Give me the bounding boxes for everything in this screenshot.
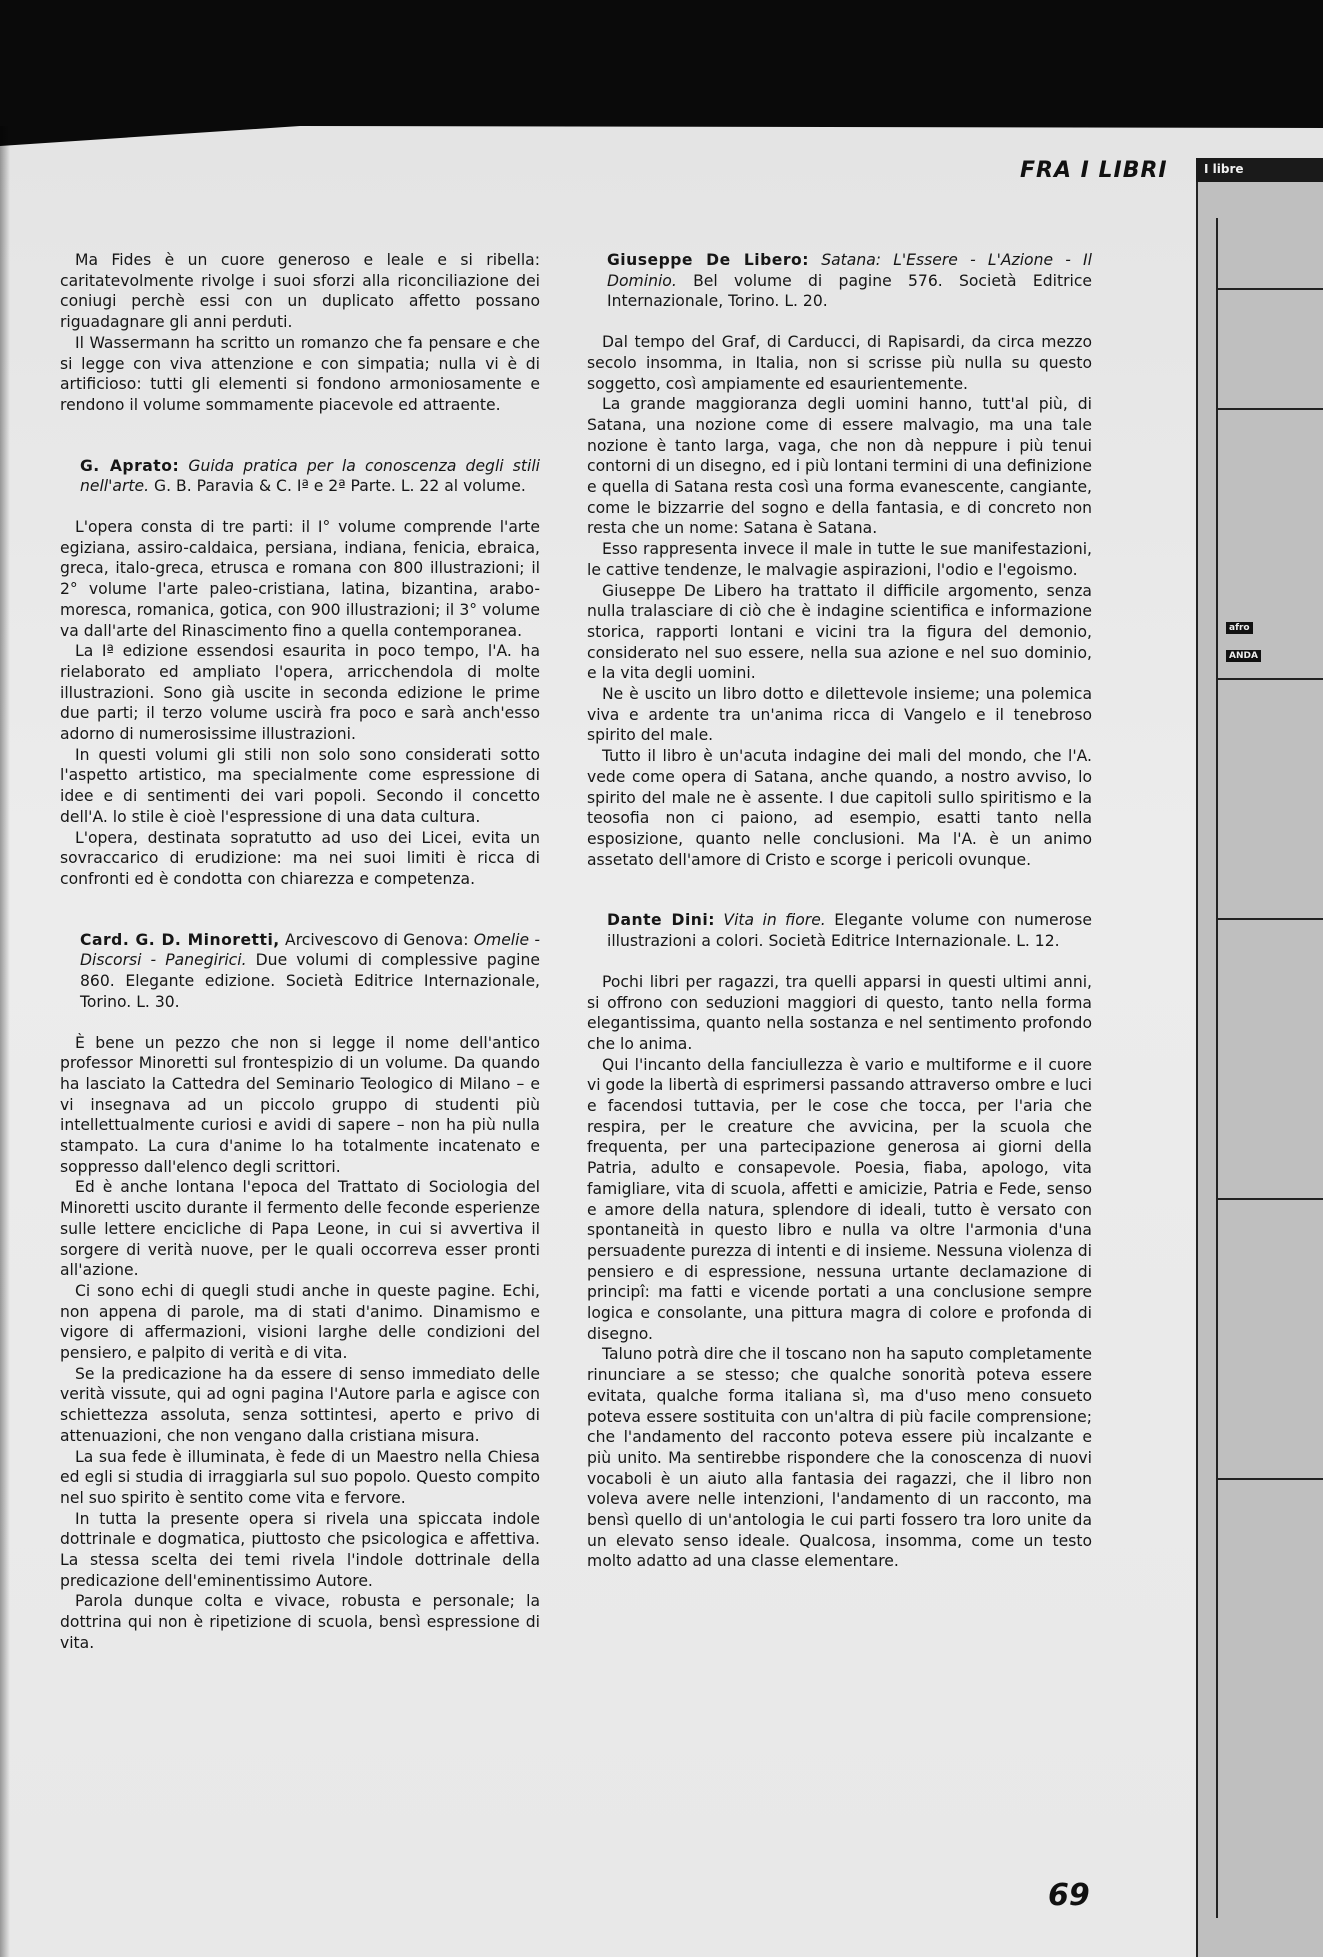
review-book-title: Omelie - Discorsi - Panegirici. bbox=[80, 930, 540, 970]
paragraph: Qui l'incanto della fanciullezza è vario e multiforme e il cuore vi gode la libertà di esprimersi passando attraverso ombre e luci e facendosi tuttavia, per le cose che tocca, per l'aria che respira, per le creature che avvicina, per la scuola che frequenta, per una partecipazione generosa ai giorni della Patria, adulto e consapevole. Poesia, fiaba, apologo, vita famigliare, vita di scuola, affetti e amicizie, Patria e Fede, senso e amore della natura, splendore di ideali, tutto è versato con spontaneità in questo libro e nulla va oltre l'armonia d'una persuadente purezza di intenti e di insieme. Nessuna violenza di pensiero e di espressione, nessuna urtante declamazione di principî: ma fatti e vicende portati a una conclusione sempre logica e consolante, una pittura magra di colore e profonda di disegno. bbox=[587, 1055, 1092, 1343]
paragraph: Esso rappresenta invece il male in tutte le sue manifestazioni, le cattive tendenze, le malvagie aspirazioni, l'odio e l'egoismo. bbox=[587, 540, 1092, 579]
review-author: Dante Dini: bbox=[607, 911, 715, 930]
paragraph: Ne è uscito un libro dotto e dilettevole insieme; una polemica viva e ardente tra un'anima ricca di Vangelo e il tenebroso spirito del male. bbox=[587, 685, 1092, 745]
paragraph: Il Wassermann ha scritto un romanzo che fa pensare e che si legge con viva attenzione e con simpatia; nulla vi è di artificioso: tutti gli elementi si fondono armoniosamente e rendono il volume sommamente piacevole ed attraente. bbox=[60, 333, 540, 414]
paragraph: L'opera consta di tre parti: il I° volume comprende l'arte egiziana, assiro-caldaica, persiana, indiana, fenicia, ebraica, greca, italo-greca, etrusca e romana con 800 illustrazioni; il 2° volume l'arte paleo-cristiana, latina, bizantina, arabo-moresca, romanica, gotica, con 900 illustrazioni; il 3° volume va dall'arte del Rinascimento fino a quella contemporanea. bbox=[60, 518, 540, 640]
paragraph: Taluno potrà dire che il toscano non ha saputo completamente rinunciare a se stesso; che qualche sonorità poteva essere evitata, qualche forma italiana sì, ma d'uso meno consueto poteva essere sostituita con un'altra di più facile comprensione; che l'andamento del racconto poteva essere più incalzante e più unito. Ma sentirebbe rispondere che la conoscenza di nuovi vocaboli è un aiuto alla fantasia dei ragazzi, che il libro non voleva avere nelle intenzioni, l'andamento di un racconto, ma bensì quello di un'antologia le cui parti fossero tra loro unite da un elevato senso ideale. Qualcosa, insomma, come un testo molto adatto ad una classe elementare. bbox=[587, 1345, 1092, 1571]
review-publisher: G. B. Paravia & C. Iª e 2ª Parte. L. 22 al volume. bbox=[154, 477, 526, 496]
paragraph: In tutta la presente opera si rivela una spiccata indole dottrinale e dogmatica, piuttosto che psicologica e affettiva. La stessa scelta dei temi rivela l'indole dottrinale della predicazione dell'eminentissimo Autore. bbox=[60, 1509, 540, 1590]
right-column bbox=[587, 250, 1092, 1572]
adjacent-page-strip: afro ANDA bbox=[1196, 158, 1323, 1957]
review-book-title: Guida pratica per la conoscenza degli stili nell'arte. bbox=[80, 456, 540, 496]
page-number: 69 bbox=[1048, 1878, 1090, 1913]
review-publisher: Due volumi di complessive pagine 860. Elegante edizione. Società Editrice Internazionale, Torino. L. 30. bbox=[80, 951, 540, 1011]
paragraph: La sua fede è illuminata, è fede di un Maestro nella Chiesa ed egli si studia di irraggiarla sul suo popolo. Questo compito nel suo spirito è sentito come vita e fervore. bbox=[60, 1447, 540, 1507]
page-edge-shadow bbox=[0, 126, 10, 1957]
paragraph: Parola dunque colta e vivace, robusta e personale; la dottrina qui non è ripetizione di scuola, bensì espressione di vita. bbox=[60, 1592, 540, 1652]
review-author: Giuseppe De Libero: bbox=[607, 251, 810, 269]
paragraph: La grande maggioranza degli uomini hanno, tutt'al più, di Satana, una nozione come di essere malvagio, ma una tale nozione è tanto larga, vaga, che non dà neppure i più tenui contorni di un disegno, ed i più lontani termini di una definizione e quella di Satana resta così una forma evanescente, cangiante, come le bizzarrie del sogno e della fantasia, e di concreto non resta che un nome: Satana è Satana. bbox=[587, 395, 1092, 538]
paragraph: Ed è anche lontana l'epoca del Trattato di Sociologia del Minoretti uscito durante il fermento delle feconde esperienze sulle lettere encicliche di Papa Leone, in cui si avvertiva il sorgere di verità nuove, per le quali occorreva esser pronti all'azione. bbox=[60, 1178, 540, 1280]
paragraph: La Iª edizione essendosi esaurita in poco tempo, l'A. ha rielaborato ed ampliato l'opera, arricchendola di molte illustrazioni. Sono già uscite in seconda edizione le prime due parti; il terzo volume uscirà fra poco e sarà anch'esso adorno di numerosissime illustrazioni. bbox=[60, 642, 540, 744]
paragraph: Ci sono echi di quegli studi anche in queste pagine. Echi, non appena di parole, ma di stati d'animo. Dinamismo e vigore di affermazioni, visioni larghe delle condizioni del pensiero, e palpito di verità e di vita. bbox=[60, 1281, 540, 1363]
review-publisher: Elegante volume con numerose illustrazioni a colori. Società Editrice Internazionale. L. 12. bbox=[607, 911, 1092, 951]
review-heading-minoretti bbox=[60, 930, 540, 1013]
left-column bbox=[60, 250, 540, 1654]
paragraph: L'opera, destinata sopratutto ad uso dei Licei, evita un sovraccarico di erudizione: ma nei suoi limiti è ricca di confronti ed è condotta con chiarezza e competenza. bbox=[60, 828, 540, 888]
adjacent-page-label: I libre bbox=[1204, 162, 1244, 176]
review-heading-dini bbox=[587, 910, 1092, 951]
review-author: G. Aprato: bbox=[80, 456, 180, 475]
section-title: FRA I LIBRI bbox=[1020, 158, 1168, 183]
paragraph: È bene un pezzo che non si legge il nome dell'antico professor Minoretti sul frontespizio di un volume. Da quando ha lasciato la Cattedra del Seminario Teologico di Milano – e vi insegnava ad un piccolo gruppo di studenti più intellettualmente curiosi e avidi di sapere – non ha più nulla stampato. La cura d'anime lo ha totalmente incatenato e soppresso dall'elenco degli scrittori. bbox=[60, 1033, 540, 1176]
review-author: Card. G. D. Minoretti, bbox=[80, 930, 280, 949]
review-heading-de-libero bbox=[587, 250, 1092, 312]
adjacent-page-header bbox=[1196, 158, 1323, 182]
paragraph: Dal tempo del Graf, di Carducci, di Rapisardi, da circa mezzo secolo insomma, in Italia, non si scrisse più nulla su questo soggetto, così ampiamente ed esaurientemente. bbox=[587, 333, 1092, 393]
paragraph: Ma Fides è un cuore generoso e leale e si ribella: caritatevolmente rivolge i suoi sforzi alla riconciliazione dei coniugi perchè essi con un duplicato affetto possano riguadagnare gli anni perduti. bbox=[60, 251, 540, 332]
paragraph: Giuseppe De Libero ha trattato il difficile argomento, senza nulla tralasciare di ciò che è indagine scientifica e informazione storica, rapporti lontani e vicini tra la figura del demonio, considerato nel suo essere, nella sua azione e nel suo dominio, e la vita degli uomini. bbox=[587, 581, 1092, 683]
paragraph: In questi volumi gli stili non solo sono considerati sotto l'aspetto artistico, ma specialmente come espressione di idee e di sentimenti dei vari popoli. Secondo il concetto dell'A. lo stile è cioè l'espressione di una data cultura. bbox=[60, 745, 540, 826]
review-author-role: Arcivescovo di Genova: bbox=[285, 930, 469, 949]
paragraph: Se la predicazione ha da essere di senso immediato delle verità vissute, qui ad ogni pagina l'Autore parla e agisce con schiettezza assoluta, senza sottintesi, aperto e privo di attenuazioni, che non vengano dalla cristiana misura. bbox=[60, 1364, 540, 1445]
review-book-title: Vita in fiore. bbox=[723, 911, 826, 930]
paragraph: Tutto il libro è un'acuta indagine dei mali del mondo, che l'A. vede come opera di Satana, anche quando, a nostro avviso, lo spirito del male ne è assente. I due capitoli sullo spiritismo e la teosofia non ci paiono, ad esempio, esatti tanto nella esposizione, quanto nelle conclusioni. Ma l'A. è un animo assetato dell'amore di Cristo e scorge i pericoli ovunque. bbox=[587, 747, 1092, 869]
review-book-title: Satana: L'Essere - L'Azione - Il Dominio. bbox=[607, 251, 1092, 290]
review-heading-aprato bbox=[60, 456, 540, 497]
review-publisher: Bel volume di pagine 576. Società Editrice Internazionale, Torino. L. 20. bbox=[607, 271, 1092, 311]
paragraph: Pochi libri per ragazzi, tra quelli apparsi in questi ultimi anni, si offrono con seduzioni maggiori di questo, tanto nella forma elegantissima, quanto nella sostanza e nel sentimento profondo che lo anima. bbox=[587, 972, 1092, 1053]
